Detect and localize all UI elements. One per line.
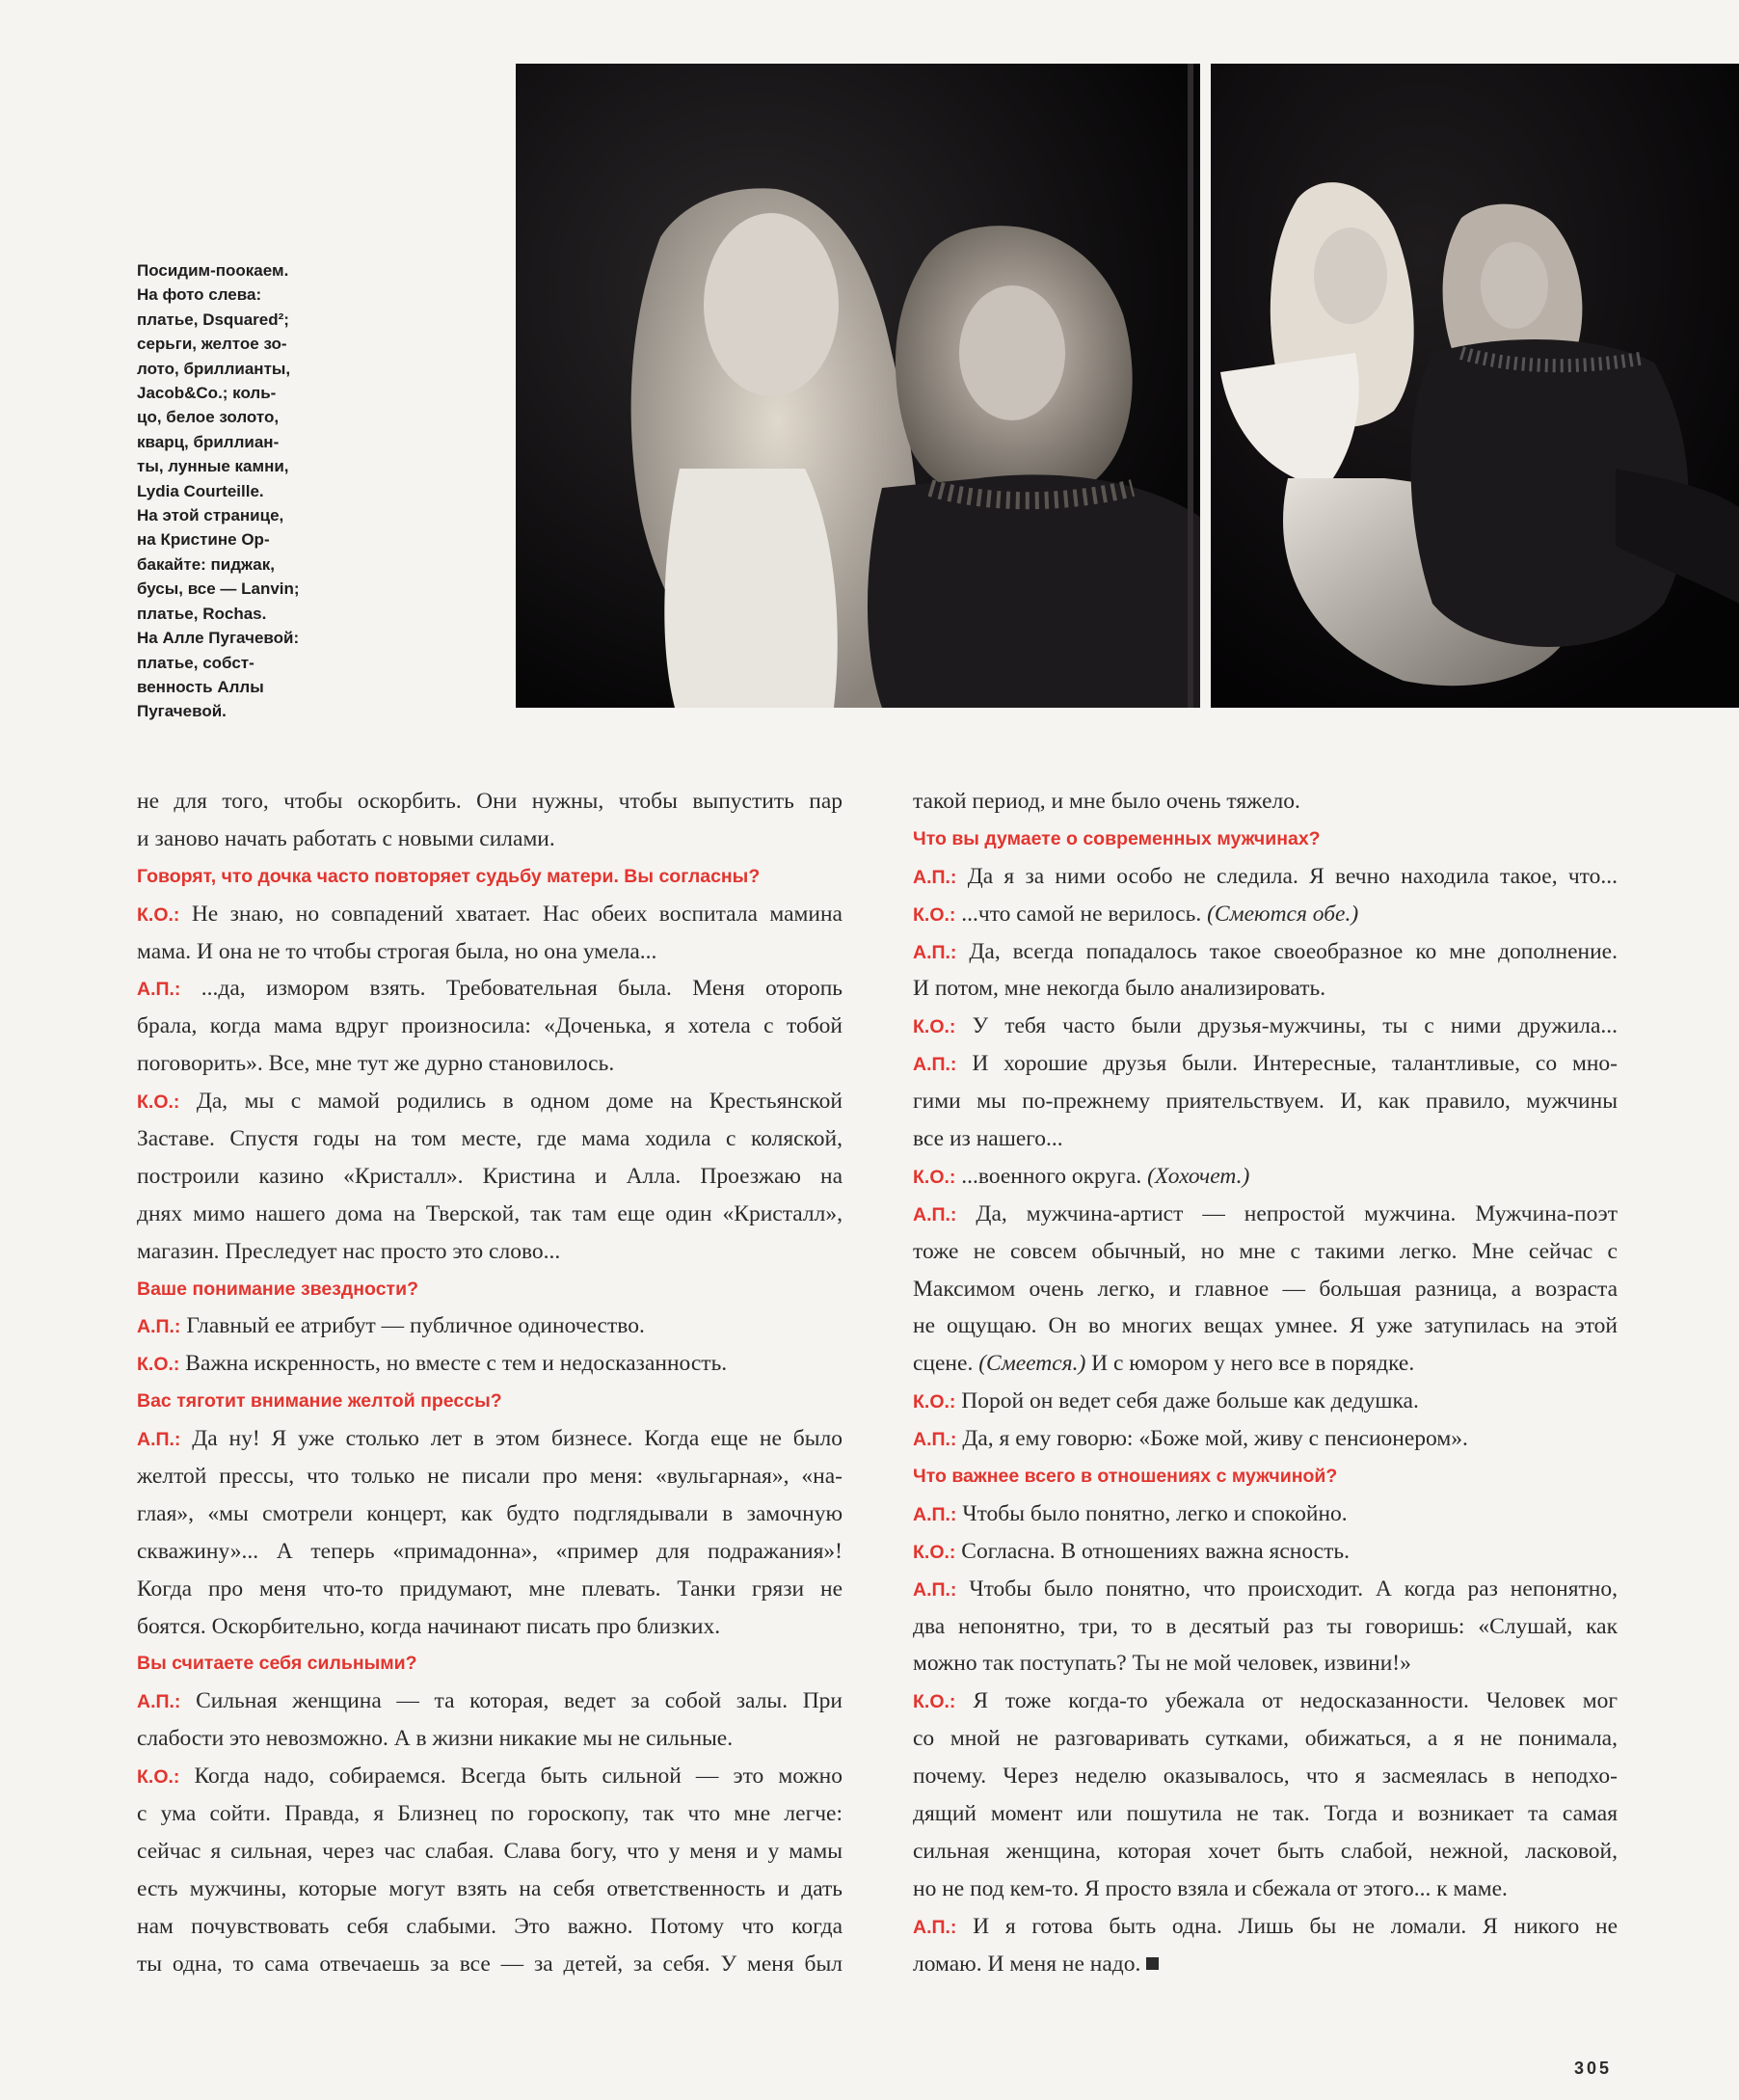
interview-question: Говорят, что дочка часто повторяет судьбу матери. Вы согласны? bbox=[137, 865, 761, 887]
answer-text: Да, всегда попадалось такое своеобразное ко мне дополнение. bbox=[969, 938, 1618, 964]
text-line: все из нашего... bbox=[913, 1126, 1063, 1152]
photo-two-women-portrait bbox=[516, 64, 1200, 708]
text-line: поговорить». Все, мне тут же дурно становилось. bbox=[137, 1051, 615, 1077]
text-line: построили казино «Кристалл». Кристина и Алла. Проезжаю на bbox=[137, 1163, 843, 1189]
answer-text: Я тоже когда-то убежала от недосказанности. Человек мог bbox=[973, 1688, 1619, 1714]
photo-two-women-seated bbox=[1211, 64, 1739, 708]
text-line: Максимом очень легко, и главное — большая разница, а возраста bbox=[913, 1276, 1618, 1302]
photo-illustration bbox=[1211, 64, 1739, 708]
photo-caption bbox=[137, 258, 334, 724]
caption-line: на Кристине Ор- bbox=[137, 530, 270, 550]
speaker-label: А.П.: bbox=[913, 866, 957, 888]
caption-line: кварц, бриллиан- bbox=[137, 432, 280, 451]
page-number: 305 bbox=[1574, 2059, 1613, 2078]
text-line: брала, когда мама вдруг произносила: «Доченька, я хотела с тобой bbox=[137, 1013, 843, 1039]
answer-text: Главный ее атрибут — публичное одиночество. bbox=[186, 1313, 645, 1339]
text-line: не ощущаю. Он во многих вещах умнее. Я уже затупилась на этой bbox=[913, 1313, 1618, 1339]
answer-text: Да я за ними особо не следила. Я вечно находила такое, что... bbox=[967, 863, 1619, 889]
text-line: можно так поступать? Ты не мой человек, извини!» bbox=[913, 1651, 1411, 1677]
text-line bbox=[913, 1533, 1618, 1571]
speaker-label: А.П.: bbox=[137, 1691, 181, 1713]
text-line bbox=[913, 1158, 1618, 1196]
caption-line: платье, Dsquared²; bbox=[137, 310, 289, 329]
text-line bbox=[913, 1383, 1618, 1420]
interview-question: Вас тяготит внимание желтой прессы? bbox=[137, 1390, 502, 1413]
text-line bbox=[137, 1758, 843, 1795]
speaker-label: А.П.: bbox=[913, 1916, 957, 1938]
text-line bbox=[913, 1196, 1618, 1233]
text-line: не для того, чтобы оскорбить. Они нужны, чтобы выпустить пар bbox=[137, 789, 843, 814]
text-line bbox=[137, 1420, 843, 1458]
interview-question: Ваше понимание звездности? bbox=[137, 1278, 419, 1300]
text-line: такой период, и мне было очень тяжело. bbox=[913, 789, 1300, 814]
text-line: есть мужчины, которые могут взять на себя ответственность и дать bbox=[137, 1875, 843, 1901]
text-line: со мной не разговаривать сутками, обижаться, а я не понимала, bbox=[913, 1726, 1618, 1752]
text-line bbox=[913, 858, 1618, 896]
caption-line: Lydia Courteille. bbox=[137, 481, 264, 500]
answer-text: Чтобы было понятно, легко и спокойно. bbox=[962, 1500, 1348, 1526]
text-line bbox=[913, 1571, 1618, 1608]
speaker-label: К.О.: bbox=[913, 1016, 956, 1038]
photo-illustration bbox=[516, 64, 1200, 708]
speaker-label: К.О.: bbox=[913, 1166, 956, 1188]
stage-direction: (Смеется.) bbox=[978, 1351, 1086, 1377]
text-line bbox=[913, 1045, 1618, 1083]
text-line bbox=[913, 1908, 1618, 1946]
end-mark-icon bbox=[1146, 1957, 1159, 1970]
caption-line: серьги, желтое зо- bbox=[137, 335, 287, 354]
text-line: скважину»... А теперь «примадонна», «пример для подражания»! bbox=[137, 1538, 843, 1564]
text-line: нам почувствовать себя слабыми. Это важно. Потому что когда bbox=[137, 1913, 843, 1939]
caption-line: платье, собст- bbox=[137, 653, 254, 672]
text-line: И потом, мне некогда было анализировать. bbox=[913, 976, 1326, 1002]
answer-text: Да, я ему говорю: «Боже мой, живу с пенсионером». bbox=[962, 1426, 1468, 1452]
answer-text: И хорошие друзья были. Интересные, талантливые, со мно- bbox=[972, 1051, 1619, 1077]
answer-text: Согласна. В отношениях важна ясность. bbox=[961, 1538, 1350, 1564]
speaker-label: К.О.: bbox=[137, 1354, 180, 1376]
text-line bbox=[913, 1946, 1618, 1983]
answer-text: сцене. bbox=[913, 1351, 974, 1377]
answer-text: Сильная женщина — та которая, ведет за собой залы. При bbox=[196, 1688, 843, 1714]
text-line bbox=[913, 1495, 1618, 1533]
text-line: и заново начать работать с новыми силами. bbox=[137, 825, 555, 851]
answer-text: Порой он ведет себя даже больше как дедушка. bbox=[961, 1388, 1419, 1414]
text-line bbox=[137, 1307, 843, 1345]
caption-line: Jacob&Co.; коль- bbox=[137, 384, 277, 403]
text-line: слабости это невозможно. А в жизни никакие мы не сильные. bbox=[137, 1726, 734, 1752]
text-line: Когда про меня что-то придумают, мне плевать. Танки грязи не bbox=[137, 1575, 843, 1602]
text-line: мама. И она не то чтобы строгая была, но она умела... bbox=[137, 938, 657, 964]
text-line bbox=[137, 1345, 843, 1383]
caption-line: лото, бриллианты, bbox=[137, 359, 291, 378]
caption-line: венность Аллы bbox=[137, 677, 264, 696]
text-line bbox=[913, 1420, 1618, 1458]
article-column-right bbox=[913, 783, 1618, 1983]
answer-text: Чтобы было понятно, что происходит. А когда раз непонятно, bbox=[969, 1575, 1618, 1602]
text-line bbox=[913, 1008, 1618, 1045]
stage-direction: (Смеются обе.) bbox=[1207, 901, 1359, 927]
speaker-label: А.П.: bbox=[137, 1316, 181, 1338]
text-line: два непонятно, три, то в десятый раз ты говоришь: «Слушай, как bbox=[913, 1613, 1618, 1639]
answer-text: И я готова быть одна. Лишь бы не ломали. Я никого не bbox=[973, 1913, 1619, 1939]
speaker-label: К.О.: bbox=[913, 903, 956, 926]
article-column-left bbox=[137, 783, 843, 1983]
caption-line: На этой странице, bbox=[137, 506, 284, 525]
text-line bbox=[137, 896, 843, 933]
answer-text: Когда надо, собираемся. Всегда быть сильной — это можно bbox=[194, 1763, 843, 1790]
answer-text: ...да, измором взять. Требовательная была. Меня оторопь bbox=[201, 976, 843, 1002]
text-line bbox=[913, 1683, 1618, 1720]
text-line: сейчас я сильная, через час слабая. Слава богу, что у меня и у мамы bbox=[137, 1838, 843, 1864]
answer-text: Важна искренность, но вместе с тем и недосказанность. bbox=[185, 1351, 728, 1377]
caption-line: платье, Rochas. bbox=[137, 604, 267, 623]
speaker-label: А.П.: bbox=[137, 979, 181, 1001]
text-line: глая», «мы смотрели концерт, как будто подглядывали в замочную bbox=[137, 1500, 843, 1526]
text-line bbox=[913, 896, 1618, 933]
caption-line: ты, лунные камни, bbox=[137, 457, 289, 476]
answer-text: У тебя часто были друзья-мужчины, ты с ними дружила... bbox=[972, 1013, 1619, 1039]
speaker-label: К.О.: bbox=[913, 1691, 956, 1713]
text-line: днях мимо нашего дома на Тверской, так там еще один «Кристалл», bbox=[137, 1200, 843, 1226]
speaker-label: А.П.: bbox=[913, 1503, 957, 1525]
caption-line: цо, белое золото, bbox=[137, 408, 280, 427]
answer-text: ...военного округа. bbox=[961, 1163, 1142, 1189]
text-line: Заставе. Спустя годы на том месте, где мама ходила с коляской, bbox=[137, 1126, 843, 1152]
text-line bbox=[137, 1683, 843, 1720]
speaker-label: А.П.: bbox=[913, 941, 957, 963]
speaker-label: К.О.: bbox=[913, 1391, 956, 1413]
text-line: боятся. Оскорбительно, когда начинают писать про близких. bbox=[137, 1613, 721, 1639]
text-line: желтой прессы, что только не писали про меня: «вульгарная», «на- bbox=[137, 1464, 843, 1490]
caption-line: Посидим-поокаем. bbox=[137, 261, 289, 280]
text-line: гими мы по-прежнему приятельствуем. И, как правило, мужчины bbox=[913, 1089, 1618, 1115]
interview-question: Что вы думаете о современных мужчинах? bbox=[913, 827, 1321, 849]
text-line: ты одна, то сама отвечаешь за все — за детей, за себя. У меня был bbox=[137, 1951, 843, 1977]
text-line: дящий момент или пошутила не так. Тогда и возникает та самая bbox=[913, 1801, 1618, 1827]
text-line bbox=[137, 1083, 843, 1120]
interview-question: Вы считаете себя сильными? bbox=[137, 1653, 417, 1675]
caption-line: бусы, все — Lanvin; bbox=[137, 579, 300, 599]
speaker-label: А.П.: bbox=[137, 1429, 181, 1451]
answer-text: Да ну! Я уже столько лет в этом бизнесе. Когда еще не было bbox=[192, 1426, 843, 1452]
speaker-label: А.П.: bbox=[913, 1429, 957, 1451]
speaker-label: А.П.: bbox=[913, 1054, 957, 1076]
answer-text: ...что самой не верилось. bbox=[961, 901, 1202, 927]
text-line bbox=[913, 1345, 1618, 1383]
caption-line: Пугачевой. bbox=[137, 702, 227, 721]
stage-direction: (Хохочет.) bbox=[1147, 1163, 1250, 1189]
answer-text: Да, мы с мамой родились в одном доме на Крестьянской bbox=[196, 1089, 843, 1115]
speaker-label: К.О.: bbox=[137, 1091, 180, 1114]
answer-text: Да, мужчина-артист — непростой мужчина. Мужчина-поэт bbox=[976, 1200, 1618, 1226]
speaker-label: А.П.: bbox=[913, 1578, 957, 1601]
answer-text: Не знаю, но совпадений хватает. Нас обеих воспитала мамина bbox=[191, 901, 843, 927]
speaker-label: К.О.: bbox=[137, 903, 180, 926]
text-line bbox=[913, 933, 1618, 971]
speaker-label: К.О.: bbox=[137, 1766, 180, 1789]
text-line: но не под кем-то. Я просто взяла и сбежала от этого... к маме. bbox=[913, 1875, 1508, 1901]
caption-line: На фото слева: bbox=[137, 285, 262, 305]
text-line: магазин. Преследует нас просто это слово... bbox=[137, 1238, 561, 1264]
answer-text: ломаю. И меня не надо. bbox=[913, 1951, 1141, 1977]
text-line: сильная женщина, которая хочет быть слабой, нежной, ласковой, bbox=[913, 1838, 1618, 1864]
text-line bbox=[137, 970, 843, 1008]
text-line: почему. Через неделю оказывалось, что я засмеялась в неподхо- bbox=[913, 1763, 1618, 1790]
text-line: с ума сойти. Правда, я Близнец по гороскопу, так что мне легче: bbox=[137, 1801, 843, 1827]
caption-line: бакайте: пиджак, bbox=[137, 554, 275, 574]
interview-question: Что важнее всего в отношениях с мужчиной? bbox=[913, 1466, 1338, 1488]
text-line: тоже не совсем обычный, но мне с такими легко. Мне сейчас с bbox=[913, 1238, 1618, 1264]
speaker-label: К.О.: bbox=[913, 1541, 956, 1563]
caption-line: На Алле Пугачевой: bbox=[137, 629, 300, 648]
speaker-label: А.П.: bbox=[913, 1203, 957, 1225]
answer-text: И с юмором у него все в порядке. bbox=[1091, 1351, 1415, 1377]
